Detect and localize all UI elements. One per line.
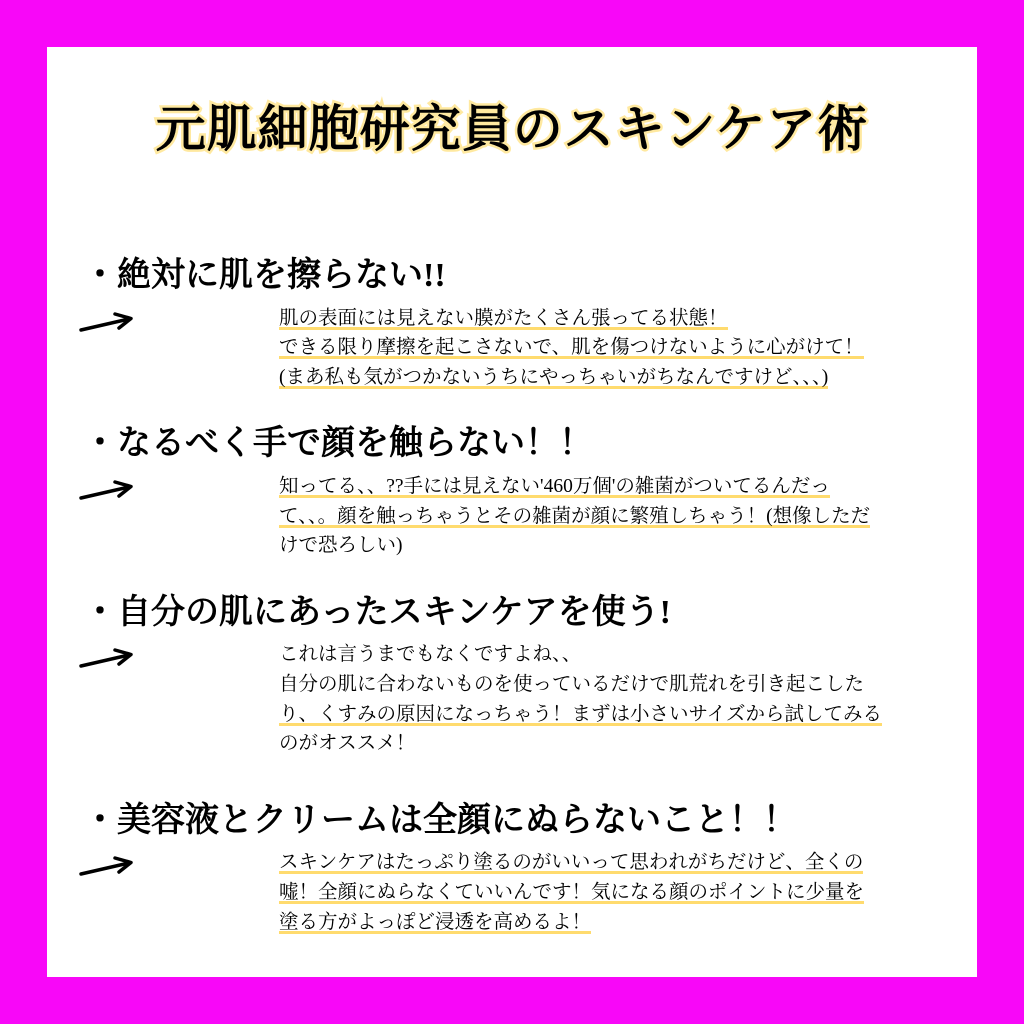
section-2-line-1: 知ってる、、??手には見えない'460万個'の雑菌がついてるんだっ <box>279 475 830 497</box>
section-1-line-1: 肌の表面には見えない膜がたくさん張ってる状態！ <box>279 307 728 329</box>
section-2-line-3: けで恐ろしい) <box>279 535 403 557</box>
section-3-line-2: 自分の肌に合わないものを使っているだけで肌荒れを引き起こした <box>279 673 865 695</box>
heading-highlight <box>81 841 785 848</box>
section-2 <box>79 422 959 560</box>
section-1 <box>79 254 959 392</box>
section-3-line-3: り、くすみの原因になっちゃう！まずは小さいサイズから試してみる <box>279 703 882 725</box>
section-1-heading <box>79 254 450 300</box>
section-3-line-1: これは言うまでもなくですよね、、 <box>279 644 582 666</box>
section-4-line-2: 嘘！全顔にぬらなくていいんです！気になる顔のポイントに少量を <box>279 881 865 903</box>
section-4-line-3: 塗る方がよっぽど浸透を高めるよ！ <box>279 911 592 933</box>
section-4-line-1: スキンケアはたっぷり塗るのがいいって思われがちだけど、全くの <box>279 852 864 874</box>
section-3-text <box>279 640 959 759</box>
section-2-heading-text: ・なるべく手で顔を触らない！！ <box>83 425 593 463</box>
edge-tick-mark <box>14 316 18 321</box>
heading-highlight <box>81 633 659 640</box>
section-3-heading <box>79 591 675 637</box>
arrow-right-icon <box>79 646 139 672</box>
section-4-heading <box>79 799 801 845</box>
section-1-heading-text: ・絶対に肌を擦らない!! <box>83 257 446 294</box>
section-3-body <box>79 640 959 759</box>
section-2-body <box>79 472 959 561</box>
section-3-line-4: のがオススメ！ <box>279 733 416 755</box>
section-4-heading-text: ・美容液とクリームは全顔にぬらないこと！！ <box>83 801 797 839</box>
title-container <box>47 102 977 157</box>
section-2-line-2: て、、。顔を触っちゃうとその雑菌が顔に繁殖しちゃう！(想像しただ <box>279 505 871 527</box>
heading-highlight <box>81 465 581 472</box>
arrow-right-icon <box>79 854 139 880</box>
arrow-right-icon <box>79 310 139 336</box>
section-3-heading-text: ・自分の肌にあったスキンケアを使う! <box>83 593 671 631</box>
section-1-text <box>279 304 959 393</box>
section-1-line-3: (まあ私も気がつかないうちにやっちゃいがちなんですけど、、、) <box>279 366 829 388</box>
section-4-body <box>79 848 959 937</box>
section-4-text <box>279 848 959 937</box>
section-1-line-2: できる限り摩擦を起こさないで、肌を傷つけないように心がけて！ <box>279 337 864 359</box>
arrow-right-icon <box>79 478 139 504</box>
section-2-text <box>279 472 959 561</box>
section-4 <box>79 799 959 937</box>
content-body <box>79 232 959 947</box>
poster-card <box>47 47 977 977</box>
section-1-body <box>79 304 959 393</box>
page-title: 元肌細胞研究員のスキンケア術 <box>155 101 869 157</box>
section-2-heading <box>79 422 597 468</box>
section-3 <box>79 591 959 759</box>
